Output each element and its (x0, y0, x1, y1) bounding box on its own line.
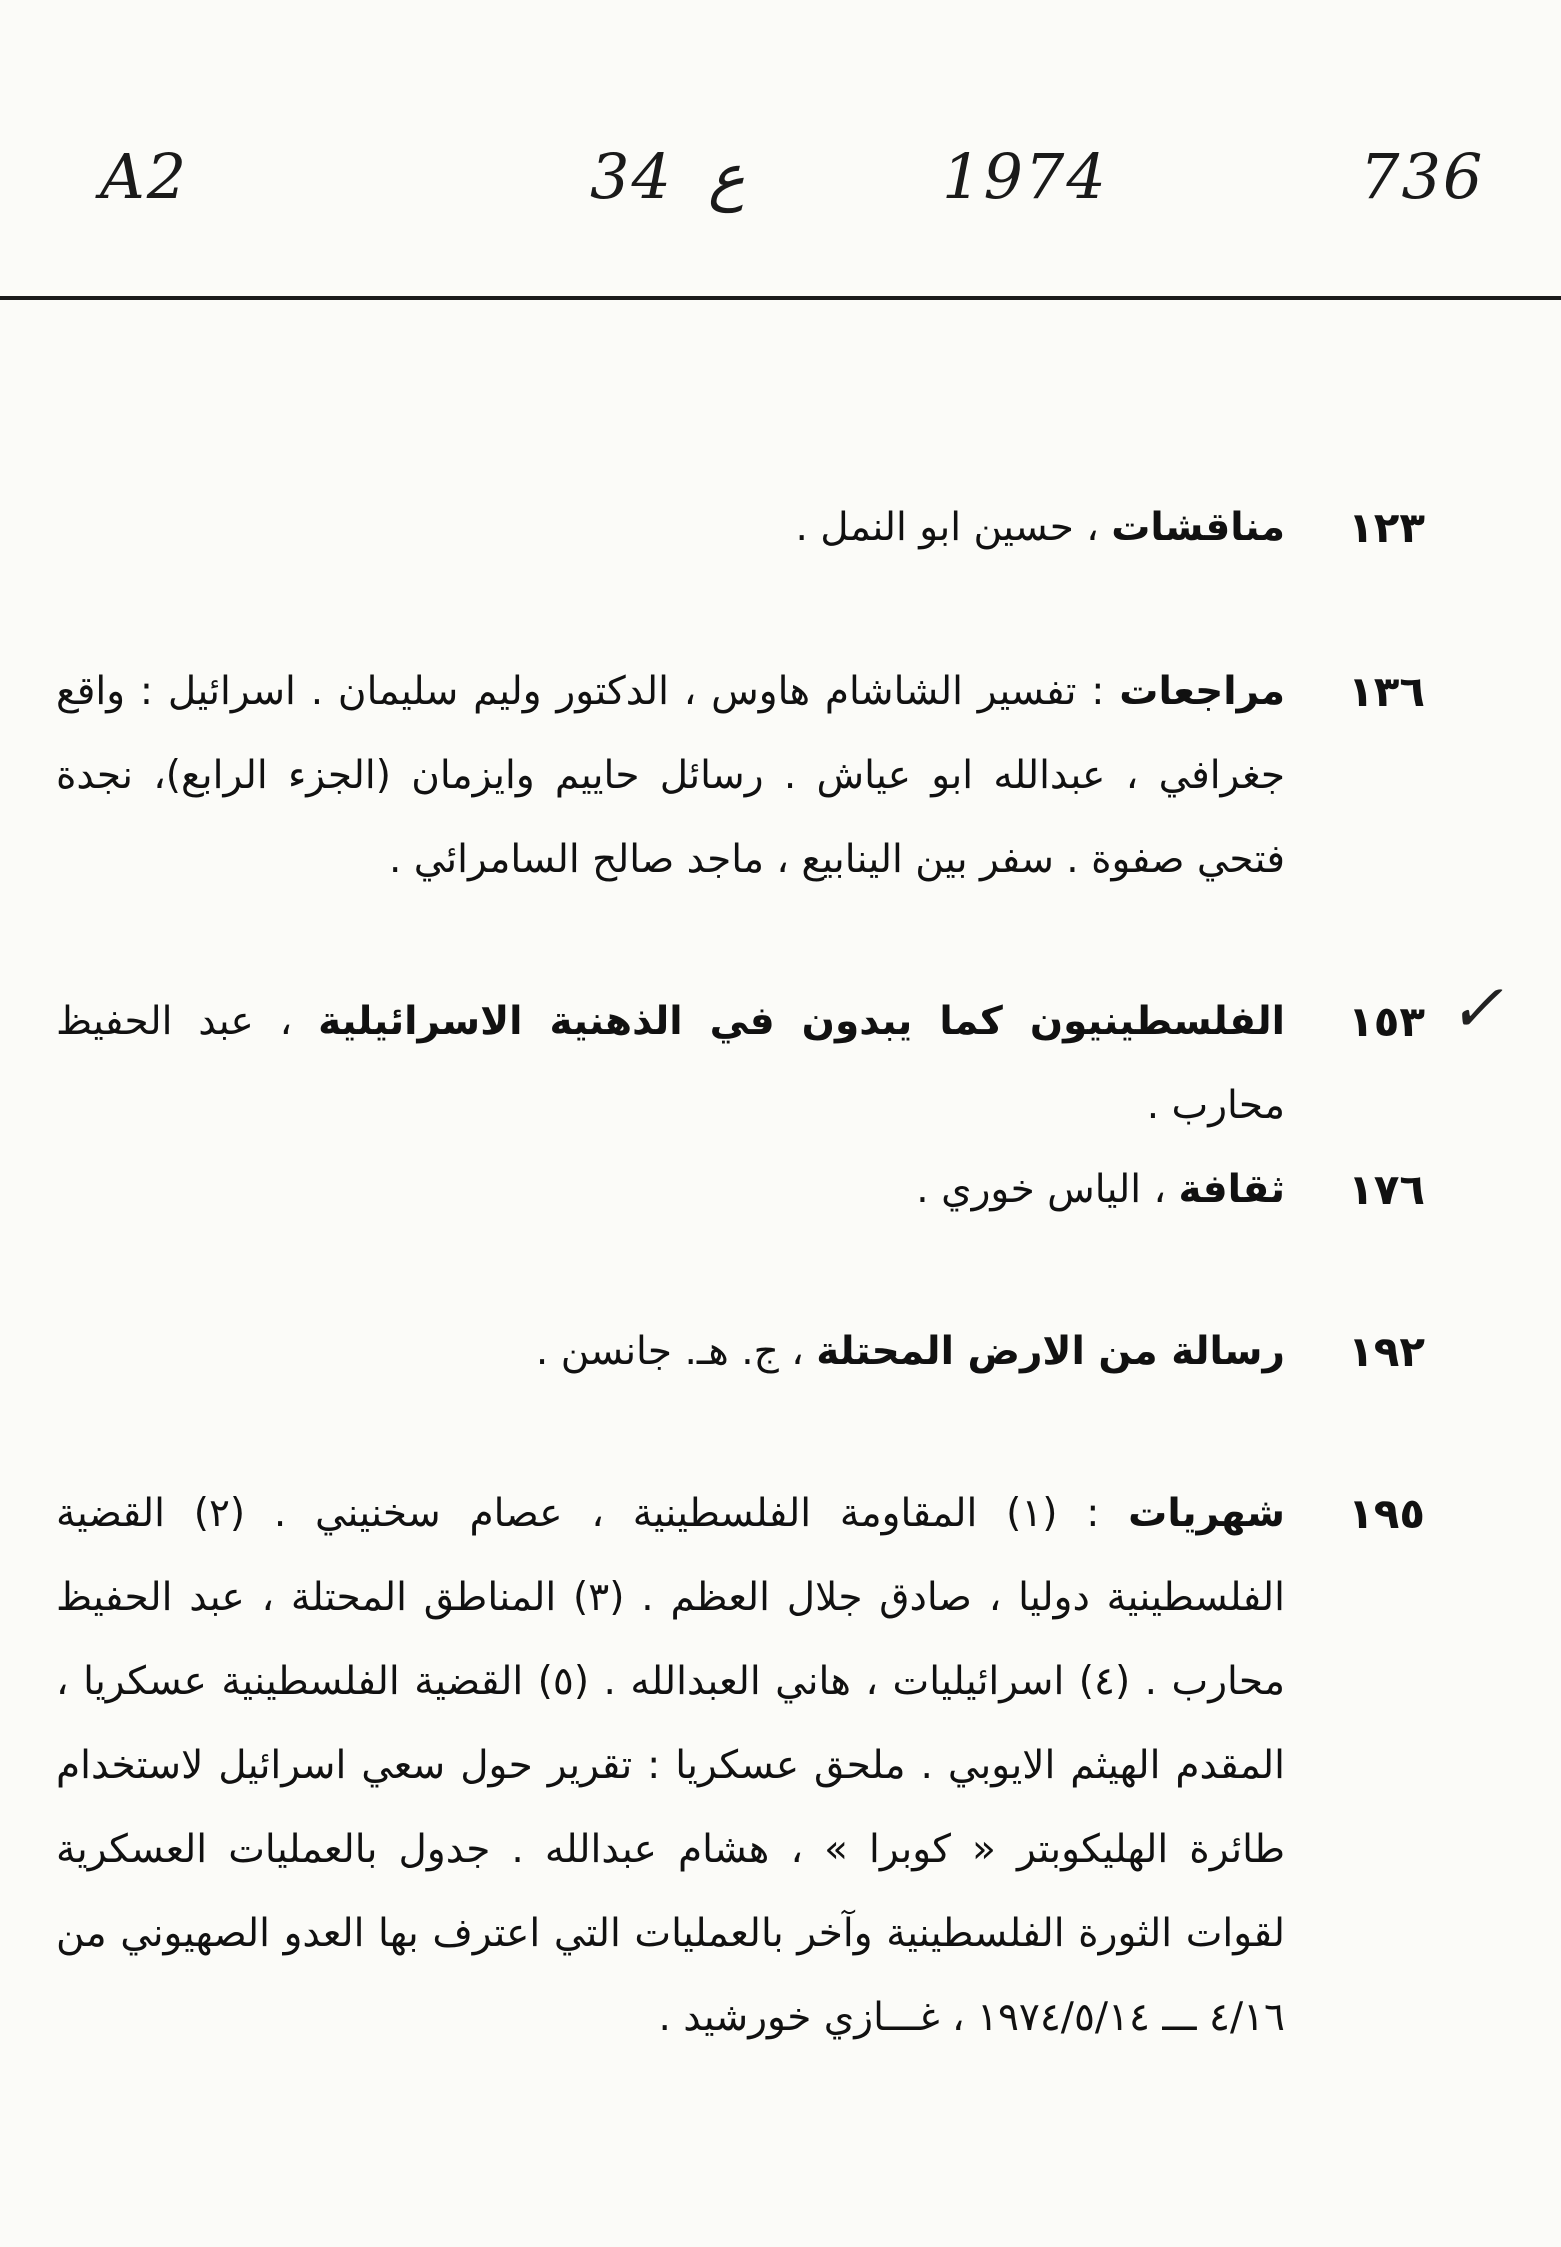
entry-details: ، حسين ابو النمل . (795, 505, 1112, 550)
entry-title: رسالة من الارض المحتلة (816, 1329, 1285, 1374)
entry-page-number: ١٢٣ (1348, 503, 1425, 552)
header-year: 1974 (942, 140, 1108, 213)
entry-page-number: ١٧٦ (1348, 1165, 1425, 1214)
entry-page-number: ١٩٥ (1348, 1489, 1425, 1538)
entry-text (56, 1472, 1285, 2060)
header-left-note: A2 (100, 140, 189, 213)
entry-details: ، عبد الحفيظ محارب . (56, 999, 1285, 1128)
entry-text (56, 650, 1285, 902)
toc-entry (56, 1310, 1425, 1394)
header-page-ref: 736 (1360, 140, 1485, 213)
header-issue-number: 34 (590, 140, 673, 213)
entry-details: ، الياس خوري . (916, 1167, 1179, 1212)
entry-text (56, 1148, 1285, 1232)
entry-title: الفلسطينيون كما يبدون في الذهنية الاسرائيلية (318, 999, 1285, 1044)
entry-details: : تفسير الشاشام هاوس ، الدكتور وليم سليمان . اسرائيل : واقع جغرافي ، عبدالله ابو عياش . رسائل حاييم وايزمان (الجزء الرابع)، نجدة فتحي صفوة . سفر بين الينابيع ، ماجد صالح السامرائي . (56, 669, 1285, 882)
entry-title: ثقافة (1178, 1167, 1285, 1212)
handwritten-check-mark: ✓ (1448, 970, 1504, 1047)
entry-page-number: ١٩٢ (1348, 1327, 1425, 1376)
toc-entry (56, 1148, 1425, 1232)
entry-text (56, 486, 1285, 570)
toc-entry (56, 1472, 1425, 2060)
entry-text (56, 980, 1285, 1148)
entry-title: مناقشات (1111, 505, 1285, 550)
header-divider (0, 296, 1561, 300)
entry-details: ، ج. هـ. جانسن . (535, 1329, 817, 1374)
toc-entry (56, 486, 1425, 570)
entry-text (56, 1310, 1285, 1394)
entry-title: مراجعات (1119, 669, 1285, 714)
entry-details: : (١) المقاومة الفلسطينية ، عصام سخنيني . (٢) القضية الفلسطينية دوليا ، صادق جلال العظم . (٣) المناطق المحتلة ، عبد الحفيظ محارب . (٤) اسرائيليات ، هاني العبدالله . (٥) القضية الفلسطينية عسكريا ، المقدم الهيثم الايوبي . ملحق عسكريا : تقرير حول سعي اسرائيل لاستخدام طائرة الهليكوبتر « كوبرا » ، هشام عبدالله . جدول بالعمليات العسكرية لقوات الثورة الفلسطينية وآخر بالعمليات التي اعترف بها العدو الصهيوني من ٤/١٦ ـــ ١٩٧٤/٥/١٤ ، غـــازي خورشيد . (56, 1491, 1286, 2040)
entry-page-number: ١٣٦ (1348, 667, 1425, 716)
header-issue-letter: ع (708, 140, 745, 213)
entry-title: شهريات (1128, 1491, 1285, 1536)
toc-entry (56, 980, 1425, 1148)
toc-entry (56, 650, 1425, 902)
entry-page-number: ١٥٣ (1348, 997, 1425, 1046)
